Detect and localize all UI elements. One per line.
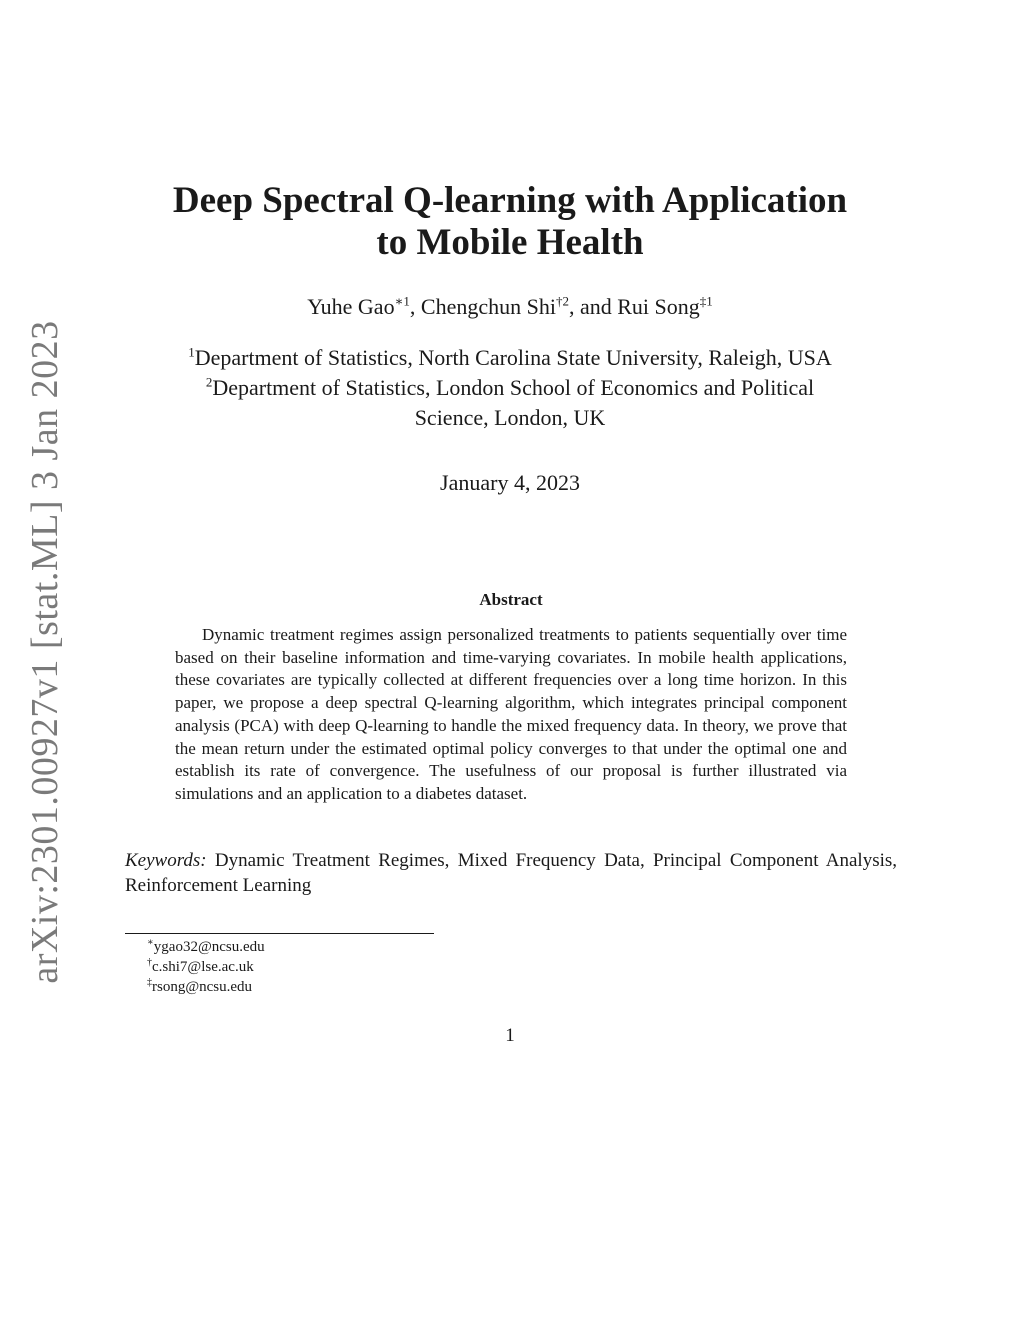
author-marks: †2 [555, 293, 569, 309]
footnote-item [147, 937, 265, 957]
affiliation-text: Department of Statistics, North Carolina State University, Raleigh, USA [194, 345, 832, 370]
footnote-divider [125, 933, 434, 934]
footnote-email: rsong@ncsu.edu [152, 979, 253, 995]
footnote-list [147, 937, 265, 997]
affiliation-mark: 2 [205, 374, 213, 390]
keywords [125, 848, 897, 898]
author-name: Rui Song [617, 294, 700, 319]
footnote-mark: ‡ [147, 977, 152, 988]
title-line-1: Deep Spectral Q-learning with Application [172, 180, 848, 221]
abstract-heading: Abstract [479, 590, 543, 609]
affiliation-mark: 1 [188, 344, 195, 360]
footnote-mark: † [147, 957, 152, 968]
keywords-text: Dynamic Treatment Regimes, Mixed Frequency Data, Principal Component Analysis, Reinforcement Learning [125, 850, 898, 896]
affiliation-continuation: Science, London, UK [414, 405, 606, 430]
author-name: Yuhe Gao [307, 294, 395, 319]
keywords-label: Keywords: [125, 850, 207, 871]
paper-title [120, 180, 900, 264]
affiliation-item [110, 373, 910, 403]
publication-date: January 4, 2023 [440, 470, 580, 495]
footnote-mark: ∗ [147, 937, 154, 948]
abstract-body: Dynamic treatment regimes assign personalized treatments to patients sequentially over time based on their baseline information and time-varying covariates. In mobile health applications, these covariates are typically collected at different frequencies over a long time horizon. In this paper, we propose a deep spectral Q-learning algorithm, which integrates principal component analysis (PCA) with deep Q-learning to handle the mixed frequency data. In theory, we prove that the mean return under the estimated optimal policy converges to that under the optimal one and establish its rate of convergence. The usefulness of our proposal is further illustrated via simulations and an application to a diabetes dataset. [175, 625, 847, 803]
author-marks: ∗1 [394, 293, 410, 309]
title-line-2: to Mobile Health [376, 222, 644, 263]
author-list [120, 293, 900, 321]
author-separator: , [409, 294, 421, 319]
footnote-item [147, 977, 265, 997]
author-name: Chengchun Shi [420, 294, 556, 319]
affiliation-text: Department of Statistics, London School of Economics and Political [212, 375, 815, 400]
footnote-item [147, 957, 265, 977]
affiliation-item [110, 343, 910, 373]
affiliation-list [110, 343, 910, 433]
arxiv-identifier: arXiv:2301.00927v1 [stat.ML] 3 Jan 2023 [24, 320, 66, 984]
author-separator: , and [568, 294, 618, 319]
page-number: 1 [505, 1025, 515, 1046]
footnote-email: ygao32@ncsu.edu [153, 939, 265, 955]
author-marks: ‡1 [699, 293, 713, 309]
footnote-email: c.shi7@lse.ac.uk [152, 959, 254, 975]
